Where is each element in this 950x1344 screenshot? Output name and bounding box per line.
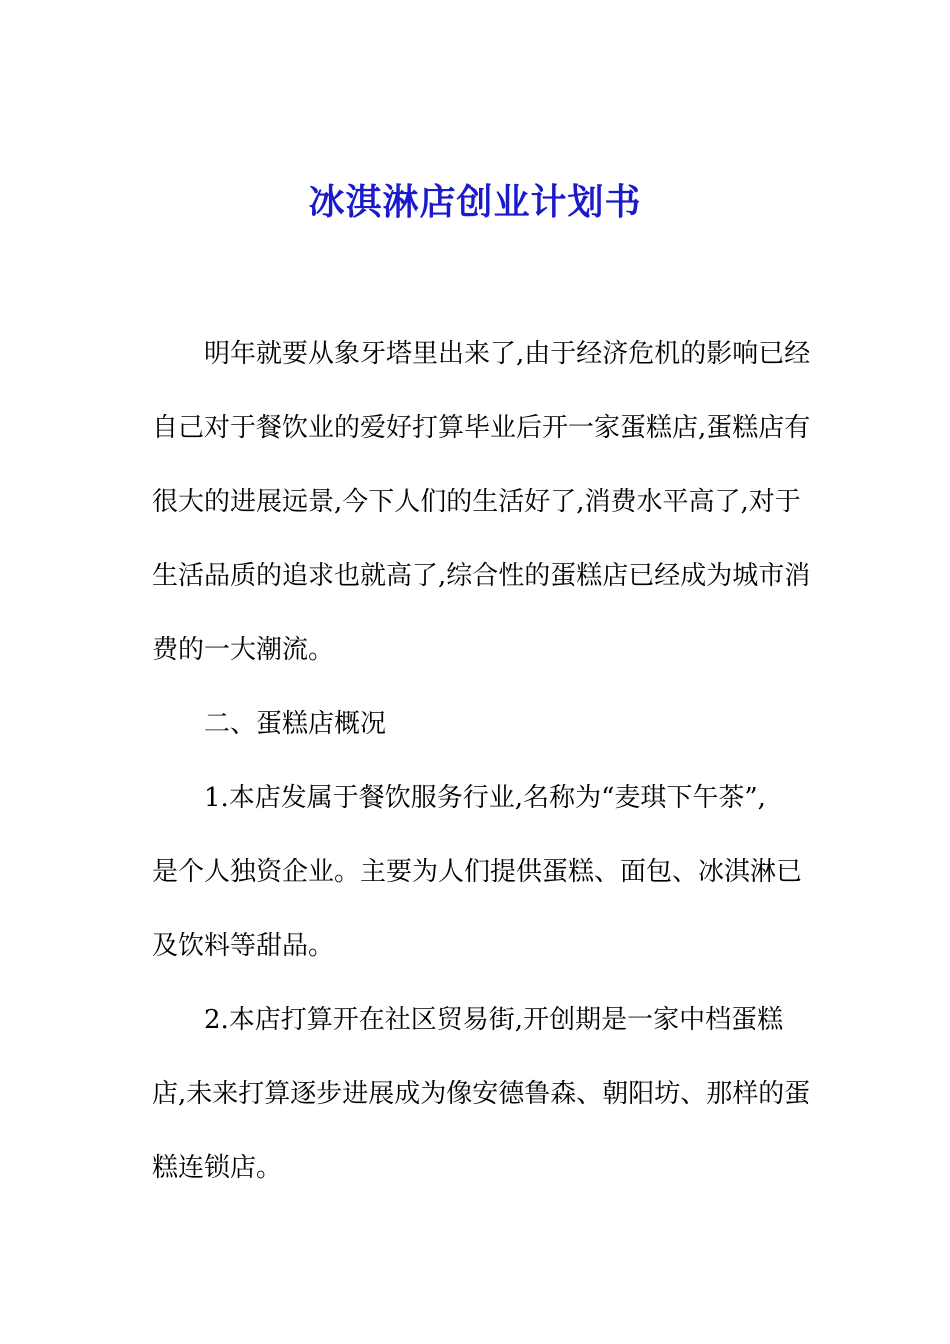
document-body — [152, 330, 812, 1218]
text-line: 1.本店发属于餐饮服务行业,名称为“麦琪下午茶”, — [204, 783, 766, 813]
text-line: 店,未来打算逐步进展成为像安德鲁森、朝阳坊、那样的蛋 — [152, 1079, 811, 1109]
text-line: 费的一大潮流。 — [152, 635, 335, 665]
text-line: 自己对于餐饮业的爱好打算毕业后开一家蛋糕店,蛋糕店有 — [152, 413, 811, 443]
text-line: 及饮料等甜品。 — [152, 931, 335, 961]
document-title: 冰淇淋店创业计划书 — [308, 182, 642, 223]
text-line: 糕连锁店。 — [152, 1153, 283, 1183]
text-line: 生活品质的追求也就高了,综合性的蛋糕店已经成为城市消 — [152, 561, 811, 591]
text-line: 2.本店打算开在社区贸易街,开创期是一家中档蛋糕 — [204, 1005, 784, 1035]
section-heading: 二、蛋糕店概况 — [204, 709, 387, 739]
text-line: 是个人独资企业。主要为人们提供蛋糕、面包、冰淇淋已 — [152, 857, 803, 887]
text-line: 很大的进展远景,今下人们的生活好了,消费水平高了,对于 — [152, 487, 801, 517]
text-line: 明年就要从象牙塔里出来了,由于经济危机的影响已经 — [204, 339, 811, 369]
